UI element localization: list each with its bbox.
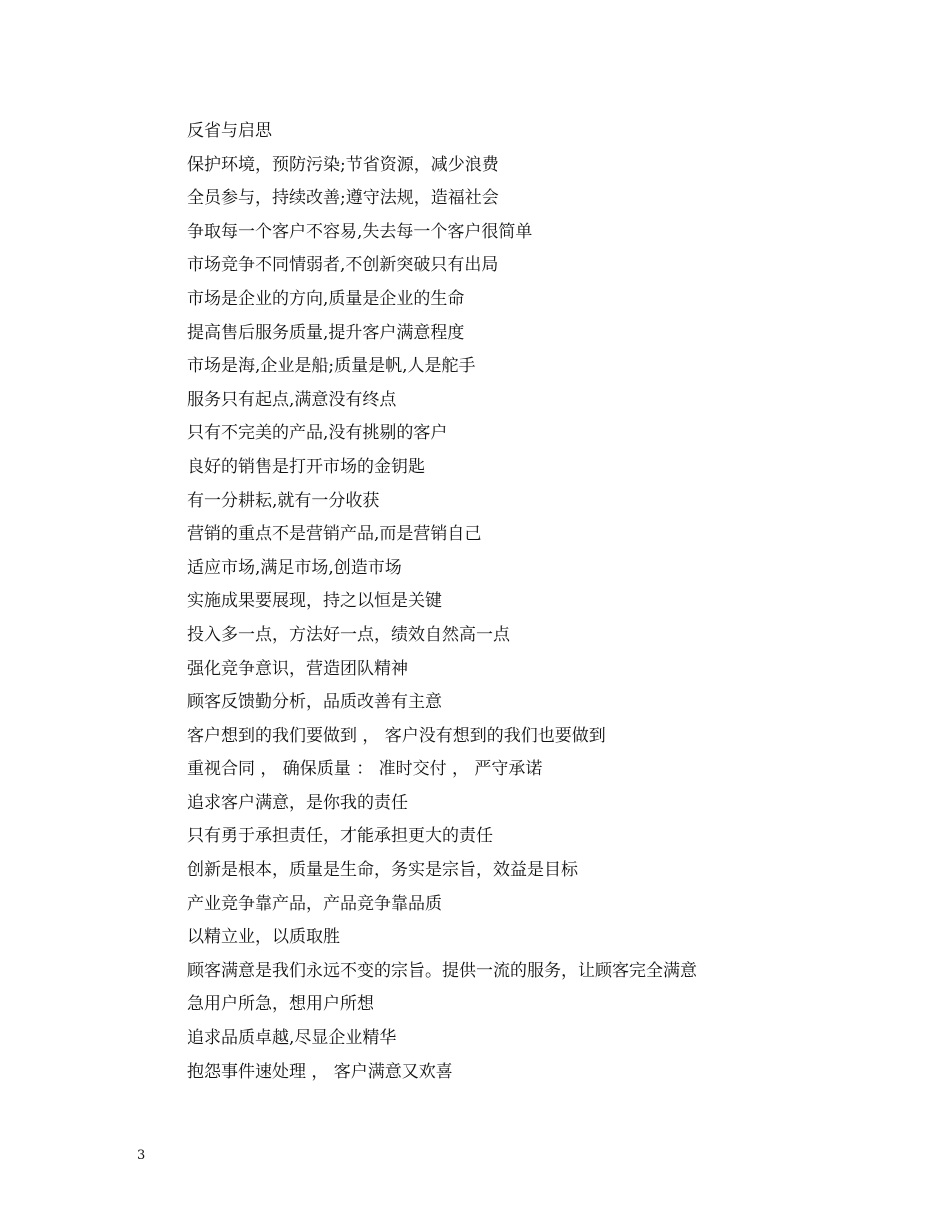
text-line: 急用户所急，想用户所想 xyxy=(187,994,374,1015)
text-line: 顾客反馈勤分析，品质改善有主意 xyxy=(187,692,442,713)
text-line: 适应市场,满足市场,创造市场 xyxy=(187,557,402,578)
text-line: 以精立业，以质取胜 xyxy=(187,927,340,948)
text-line: 提高售后服务质量,提升客户满意程度 xyxy=(187,322,465,343)
text-line: 抱怨事件速处理 ， 客户满意又欢喜 xyxy=(187,1061,453,1082)
text-line: 产业竞争靠产品，产品竞争靠品质 xyxy=(187,893,442,914)
text-line: 有一分耕耘,就有一分收获 xyxy=(187,490,380,511)
text-line: 市场竞争不同情弱者,不创新突破只有出局 xyxy=(187,255,499,276)
document-body xyxy=(187,117,867,1091)
text-line: 客户想到的我们要做到 ， 客户没有想到的我们也要做到 xyxy=(187,725,606,746)
text-line: 服务只有起点,满意没有终点 xyxy=(187,389,397,410)
text-line: 实施成果要展现，持之以恒是关键 xyxy=(187,591,442,612)
text-line: 良好的销售是打开市场的金钥匙 xyxy=(187,456,425,477)
page-number: 3 xyxy=(137,1148,146,1163)
text-line: 市场是企业的方向,质量是企业的生命 xyxy=(187,288,465,309)
text-line: 只有勇于承担责任，才能承担更大的责任 xyxy=(187,826,493,847)
text-line: 强化竞争意识，营造团队精神 xyxy=(187,658,408,679)
text-line: 创新是根本，质量是生命，务实是宗旨，效益是目标 xyxy=(187,860,578,881)
text-line: 追求品质卓越,尽显企业精华 xyxy=(187,1028,397,1049)
text-line: 营销的重点不是营销产品,而是营销自己 xyxy=(187,524,482,545)
text-line: 重视合同 ， 确保质量 ： 准时交付 ， 严守承诺 xyxy=(187,759,543,780)
text-line: 争取每一个客户不容易,失去每一个客户很简单 xyxy=(187,221,533,242)
text-line: 投入多一点，方法好一点，绩效自然高一点 xyxy=(187,624,510,645)
text-line: 只有不完美的产品,没有挑剔的客户 xyxy=(187,423,448,444)
text-line: 市场是海,企业是船;质量是帆,人是舵手 xyxy=(187,356,476,377)
text-line: 顾客满意是我们永远不变的宗旨。提供一流的服务，让顾客完全满意 xyxy=(187,960,697,981)
text-line: 反省与启思 xyxy=(187,121,272,141)
text-line: 保护环境，预防污染;节省资源，减少浪费 xyxy=(187,154,499,175)
text-line: 全员参与，持续改善;遵守法规，造福社会 xyxy=(187,188,499,209)
text-line: 追求客户满意，是你我的责任 xyxy=(187,792,408,813)
